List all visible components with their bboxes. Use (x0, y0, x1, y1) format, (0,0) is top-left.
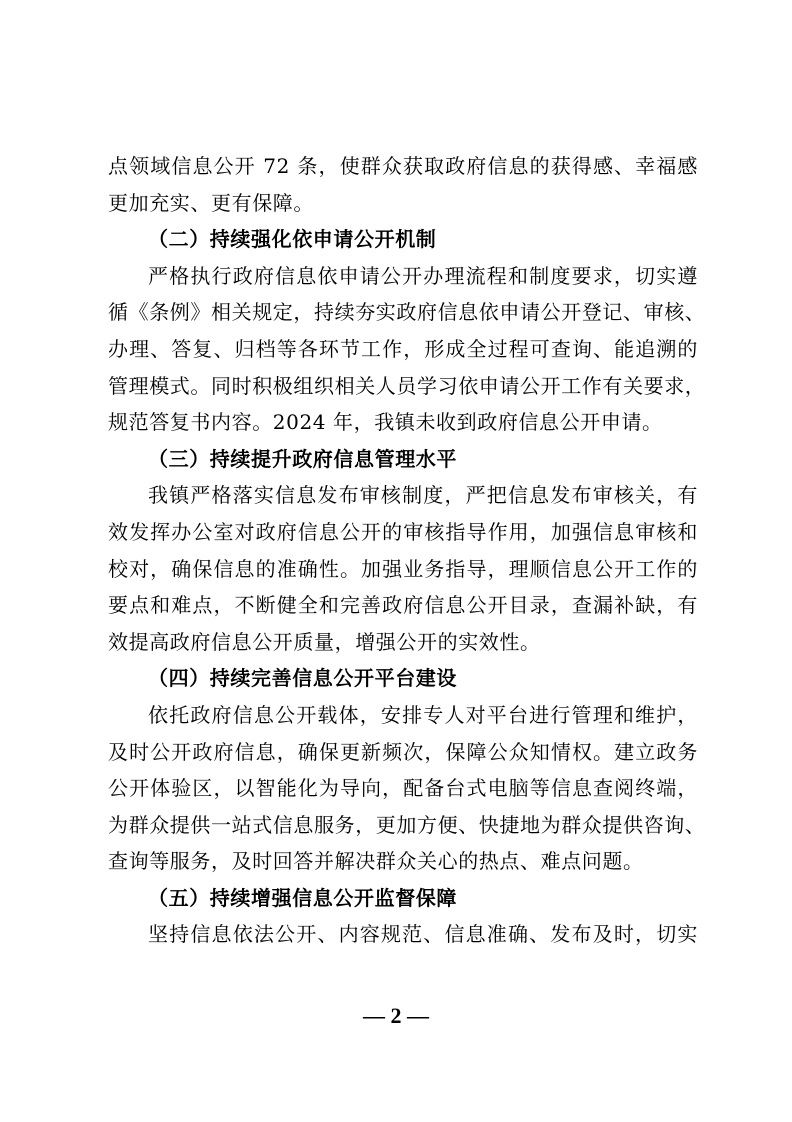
paragraph-line: 我镇严格落实信息发布审核制度，严把信息发布审核关，有 (148, 483, 698, 508)
paragraph-line: 校对，确保信息的准确性。加强业务指导，理顺信息公开工作的 (108, 556, 698, 581)
paragraph-line: 规范答复书内容。2024 年，我镇未收到政府信息公开申请。 (108, 410, 663, 435)
paragraph-line: 循《条例》相关规定，持续夯实政府信息依申请公开登记、审核、 (108, 300, 706, 325)
paragraph-line: 为群众提供一站式信息服务，更加方便、快捷地为群众提供咨询、 (108, 812, 706, 837)
paragraph-line: 及时公开政府信息，确保更新频次，保障公众知情权。建立政务 (108, 739, 698, 764)
paragraph-line: 效提高政府信息公开质量，增强公开的实效性。 (108, 629, 541, 654)
paragraph-line: 管理模式。同时积极组织相关人员学习依申请公开工作有关要求， (108, 373, 706, 398)
paragraph-line: 依托政府信息公开载体，安排专人对平台进行管理和维护， (148, 702, 698, 727)
paragraph-line: 更加充实、更有保障。 (108, 190, 314, 215)
section-heading: （五）持续增强信息公开监督保障 (148, 885, 457, 910)
paragraph-line: 效发挥办公室对政府信息公开的审核指导作用，加强信息审核和 (108, 519, 698, 544)
section-heading: （四）持续完善信息公开平台建设 (148, 666, 457, 691)
paragraph-line: 要点和难点，不断健全和完善政府信息公开目录，查漏补缺，有 (108, 593, 698, 618)
paragraph-line: 公开体验区，以智能化为导向，配备台式电脑等信息查阅终端， (108, 776, 698, 801)
section-heading: （三）持续提升政府信息管理水平 (148, 446, 457, 471)
section-heading: （二）持续强化依申请公开机制 (148, 227, 437, 252)
paragraph-line: 办理、答复、归档等各环节工作，形成全过程可查询、能追溯的 (108, 336, 698, 361)
paragraph-line: 查询等服务，及时回答并解决群众关心的热点、难点问题。 (108, 849, 644, 874)
page-number: — 2 — (363, 1003, 429, 1028)
document-body (108, 148, 706, 953)
paragraph-line: 坚持信息依法公开、内容规范、信息准确、发布及时，切实 (148, 922, 698, 947)
paragraph-line: 严格执行政府信息依申请公开办理流程和制度要求，切实遵 (148, 263, 698, 288)
paragraph-line: 点领域信息公开 72 条，使群众获取政府信息的获得感、幸福感 (108, 154, 698, 178)
